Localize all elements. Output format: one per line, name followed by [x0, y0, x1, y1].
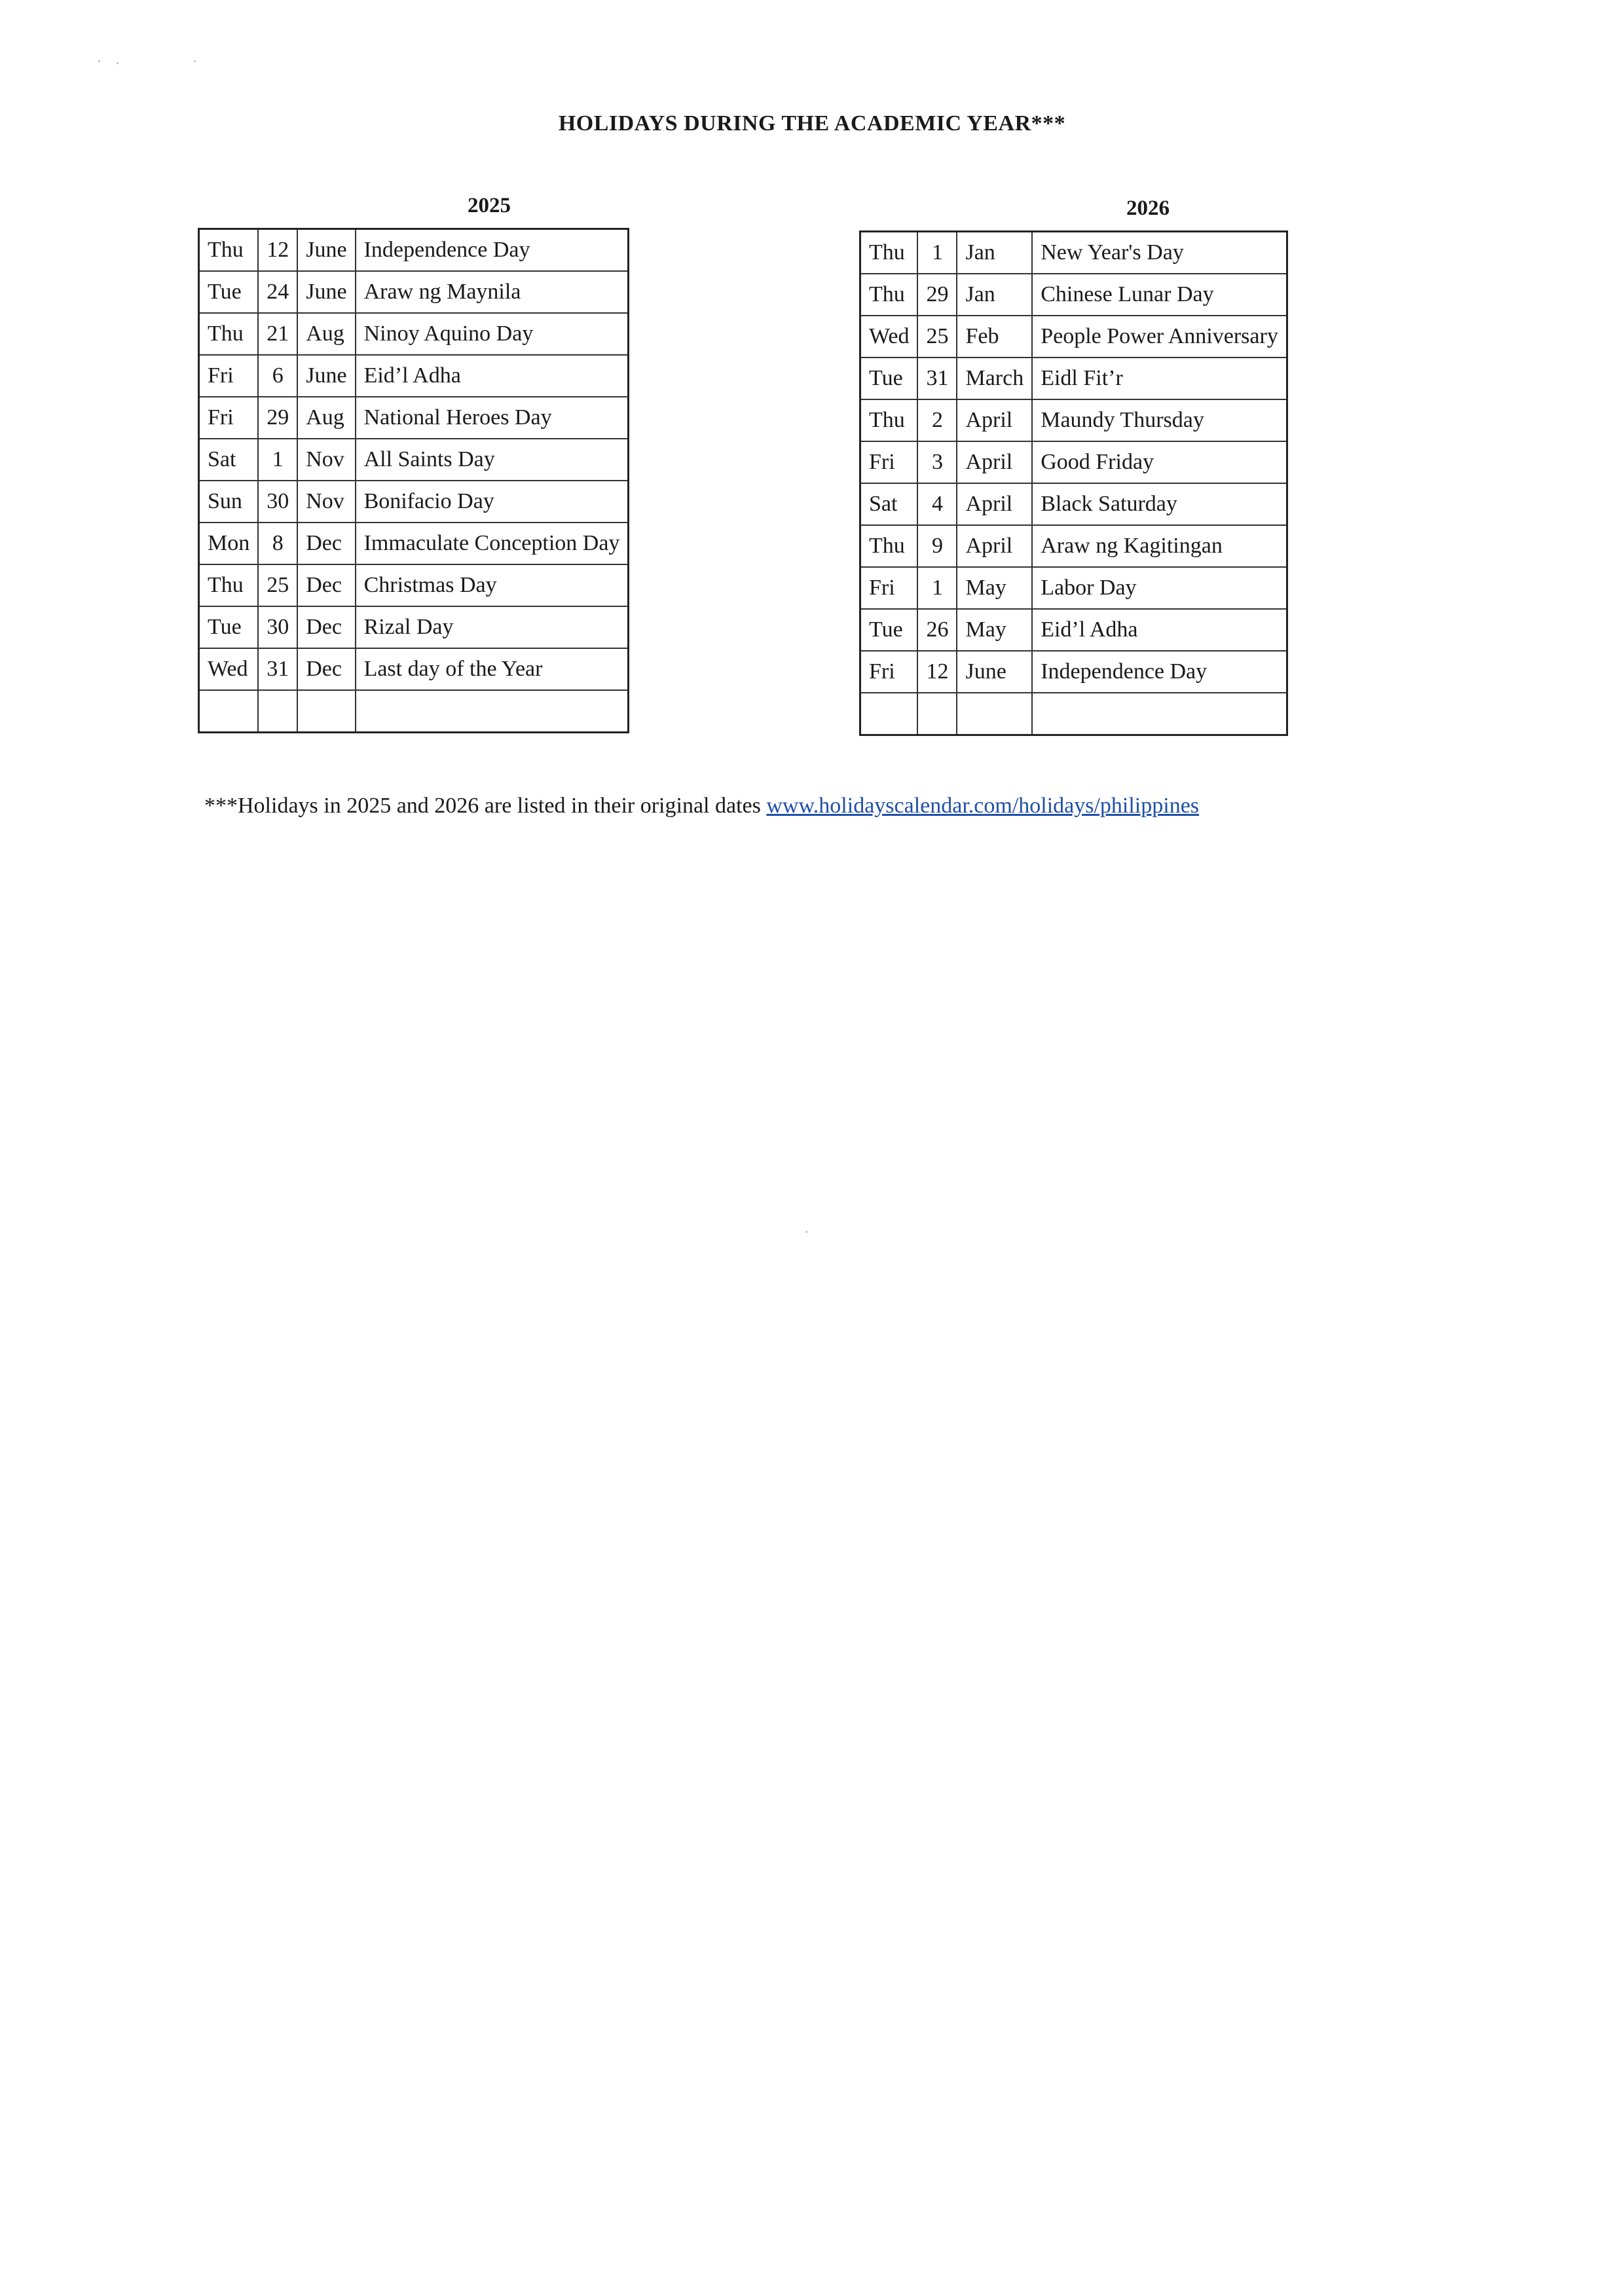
weekday-cell: Fri	[860, 441, 918, 483]
holiday-name-cell: Ninoy Aquino Day	[356, 313, 629, 355]
table-row-empty	[860, 693, 1287, 735]
weekday-cell: Tue	[199, 271, 259, 313]
month-cell: Dec	[297, 523, 355, 564]
table-row	[199, 397, 629, 439]
date-cell: 1	[917, 567, 957, 609]
holiday-name-cell: Maundy Thursday	[1032, 399, 1287, 441]
month-cell: March	[957, 358, 1032, 399]
weekday-cell: Fri	[860, 567, 918, 609]
date-cell: 12	[258, 229, 297, 272]
date-cell: 21	[258, 313, 297, 355]
scan-speck	[805, 1231, 807, 1233]
table-row	[199, 439, 629, 481]
month-cell: April	[957, 525, 1032, 567]
table-row	[860, 274, 1287, 316]
holiday-name-cell: Independence Day	[356, 229, 629, 272]
month-cell: June	[957, 651, 1032, 693]
scan-speck	[98, 60, 100, 62]
date-cell: 1	[258, 439, 297, 481]
month-cell: Aug	[297, 313, 355, 355]
date-cell: 24	[258, 271, 297, 313]
month-cell	[297, 690, 355, 733]
weekday-cell: Sat	[860, 483, 918, 525]
holiday-name-cell: New Year's Day	[1032, 232, 1287, 274]
date-cell: 6	[258, 355, 297, 397]
scan-speck	[194, 60, 196, 62]
holiday-name-cell: All Saints Day	[356, 439, 629, 481]
table-row-empty	[199, 690, 629, 733]
weekday-cell: Thu	[199, 229, 259, 272]
date-cell: 30	[258, 606, 297, 648]
holiday-name-cell: Eidl Fit’r	[1032, 358, 1287, 399]
date-cell: 31	[917, 358, 957, 399]
month-cell: Jan	[957, 232, 1032, 274]
table-row	[199, 355, 629, 397]
holiday-name-cell: Last day of the Year	[356, 648, 629, 690]
page-title: HOLIDAYS DURING THE ACADEMIC YEAR***	[558, 111, 1066, 136]
table-row	[199, 523, 629, 564]
table-row	[860, 441, 1287, 483]
holiday-name-cell: Labor Day	[1032, 567, 1287, 609]
year-label: 2025	[468, 194, 511, 217]
date-cell: 29	[258, 397, 297, 439]
date-cell: 26	[917, 609, 957, 651]
holiday-name-cell: Christmas Day	[356, 564, 629, 606]
holiday-name-cell: Araw ng Kagitingan	[1032, 525, 1287, 567]
holiday-name-cell: Immaculate Conception Day	[356, 523, 629, 564]
date-cell: 12	[917, 651, 957, 693]
holiday-name-cell: National Heroes Day	[356, 397, 629, 439]
table-row	[199, 648, 629, 690]
month-cell: May	[957, 609, 1032, 651]
weekday-cell: Thu	[860, 399, 918, 441]
month-cell: Dec	[297, 606, 355, 648]
date-cell: 2	[917, 399, 957, 441]
weekday-cell	[199, 690, 259, 733]
date-cell: 30	[258, 481, 297, 523]
year-label: 2026	[1126, 196, 1170, 220]
month-cell: April	[957, 483, 1032, 525]
weekday-cell: Thu	[860, 274, 918, 316]
month-cell: Jan	[957, 274, 1032, 316]
holiday-name-cell: Black Saturday	[1032, 483, 1287, 525]
table-row	[199, 481, 629, 523]
table-row	[860, 525, 1287, 567]
holiday-name-cell: Bonifacio Day	[356, 481, 629, 523]
date-cell: 31	[258, 648, 297, 690]
date-cell: 9	[917, 525, 957, 567]
table-row	[860, 399, 1287, 441]
table-row	[860, 483, 1287, 525]
holiday-name-cell: People Power Anniversary	[1032, 316, 1287, 358]
table-row	[860, 651, 1287, 693]
weekday-cell: Sun	[199, 481, 259, 523]
weekday-cell: Tue	[199, 606, 259, 648]
holiday-name-cell: Chinese Lunar Day	[1032, 274, 1287, 316]
table-row	[199, 313, 629, 355]
date-cell: 25	[917, 316, 957, 358]
weekday-cell: Thu	[199, 313, 259, 355]
holiday-name-cell: Araw ng Maynila	[356, 271, 629, 313]
weekday-cell: Fri	[860, 651, 918, 693]
month-cell	[957, 693, 1032, 735]
weekday-cell: Sat	[199, 439, 259, 481]
month-cell: May	[957, 567, 1032, 609]
date-cell: 1	[917, 232, 957, 274]
holiday-name-cell	[356, 690, 629, 733]
weekday-cell: Thu	[860, 525, 918, 567]
date-cell: 25	[258, 564, 297, 606]
table-row	[199, 229, 629, 272]
date-cell: 4	[917, 483, 957, 525]
footnote-text: ***Holidays in 2025 and 2026 are listed in their original dates	[204, 794, 767, 818]
month-cell: April	[957, 441, 1032, 483]
scan-speck	[117, 62, 119, 64]
weekday-cell: Fri	[199, 397, 259, 439]
weekday-cell: Tue	[860, 358, 918, 399]
month-cell: Dec	[297, 564, 355, 606]
table-row	[860, 232, 1287, 274]
table-row	[199, 271, 629, 313]
holidays-calendar-link[interactable]: www.holidayscalendar.com/holidays/philippines	[766, 794, 1200, 818]
table-row	[860, 609, 1287, 651]
date-cell: 3	[917, 441, 957, 483]
date-cell	[258, 690, 297, 733]
holiday-name-cell: Eid’l Adha	[356, 355, 629, 397]
weekday-cell: Thu	[199, 564, 259, 606]
table-row	[199, 606, 629, 648]
table-row	[860, 316, 1287, 358]
table-row	[860, 567, 1287, 609]
month-cell: Nov	[297, 439, 355, 481]
month-cell: June	[297, 355, 355, 397]
date-cell: 29	[917, 274, 957, 316]
weekday-cell: Wed	[199, 648, 259, 690]
month-cell: Dec	[297, 648, 355, 690]
holiday-name-cell: Independence Day	[1032, 651, 1287, 693]
holiday-name-cell: Eid’l Adha	[1032, 609, 1287, 651]
month-cell: June	[297, 271, 355, 313]
holiday-name-cell: Rizal Day	[356, 606, 629, 648]
table-row	[199, 564, 629, 606]
holiday-name-cell: Good Friday	[1032, 441, 1287, 483]
month-cell: June	[297, 229, 355, 272]
date-cell	[917, 693, 957, 735]
footnote	[204, 794, 1199, 818]
weekday-cell: Thu	[860, 232, 918, 274]
table-row	[860, 358, 1287, 399]
holiday-name-cell	[1032, 693, 1287, 735]
weekday-cell: Fri	[199, 355, 259, 397]
holidays-table-2026	[859, 230, 1288, 736]
month-cell: Aug	[297, 397, 355, 439]
holidays-table-2025	[198, 228, 629, 733]
month-cell: Nov	[297, 481, 355, 523]
month-cell: April	[957, 399, 1032, 441]
weekday-cell: Wed	[860, 316, 918, 358]
weekday-cell: Mon	[199, 523, 259, 564]
date-cell: 8	[258, 523, 297, 564]
month-cell: Feb	[957, 316, 1032, 358]
weekday-cell	[860, 693, 918, 735]
weekday-cell: Tue	[860, 609, 918, 651]
